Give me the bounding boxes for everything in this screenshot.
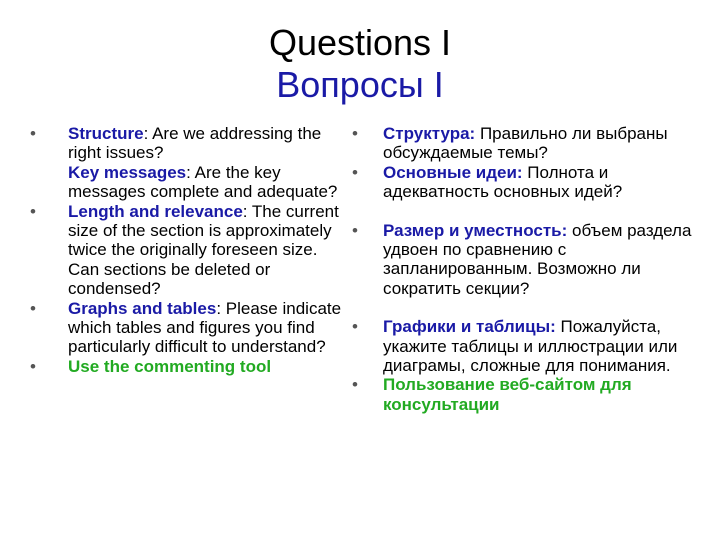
label-length-relevance: Length and relevance xyxy=(68,201,243,221)
text-ru-size-relevance: объем раздела удвоен по сравнению с запланированным. Возможно ли сократить секции? xyxy=(383,220,692,298)
title-russian: Вопросы I xyxy=(276,64,444,105)
bullet-dot-icon: • xyxy=(352,220,358,240)
slide-title xyxy=(0,22,720,106)
text-structure: : Are we addressing the right issues? xyxy=(68,124,322,163)
bullet-dot-icon: • xyxy=(30,124,36,143)
bullet-dot-icon: • xyxy=(352,317,358,337)
text-ru-graphs-tables: Пожалуйста, укажите таблицы и иллюстрации или диаграмы, сложные для понимания. xyxy=(383,317,678,376)
bullet-ru-graphs-tables xyxy=(352,317,712,375)
russian-bullet-list xyxy=(352,124,712,414)
label-commenting-tool: Use the commenting tool xyxy=(68,356,272,376)
bullet-graphs-tables xyxy=(30,299,352,357)
bullet-ru-key-ideas xyxy=(352,163,712,202)
bullet-ru-website xyxy=(352,375,712,414)
label-ru-key-ideas: Основные идеи: xyxy=(383,162,523,182)
bullet-dot-icon: • xyxy=(352,124,358,143)
bullet-dot-icon: • xyxy=(30,201,36,221)
bullet-length-relevance xyxy=(30,202,352,299)
bullet-dot-icon: • xyxy=(30,356,36,376)
left-column-english xyxy=(30,124,352,376)
bullet-commenting-tool xyxy=(30,357,352,376)
label-ru-website: Пользование веб-сайтом для консультации xyxy=(383,375,632,414)
bullet-structure xyxy=(30,124,352,202)
label-key-messages: Key messages xyxy=(68,162,187,182)
bullet-dot-icon: • xyxy=(30,298,36,318)
title-english: Questions I xyxy=(268,22,452,63)
english-bullet-list xyxy=(30,124,352,376)
text-key-messages: : Are the key messages complete and adequate? xyxy=(68,162,338,202)
text-length-relevance: : The current size of the section is approximately twice the originally foreseen size. Can sections be deleted or condensed? xyxy=(68,201,339,299)
text-ru-structure: Правильно ли выбраны обсуждаемые темы? xyxy=(383,124,668,163)
label-structure: Structure xyxy=(68,124,144,143)
label-ru-graphs-tables: Графики и таблицы: xyxy=(383,317,556,337)
bullet-ru-structure xyxy=(352,124,712,163)
label-ru-size-relevance: Размер и уместность: xyxy=(383,220,568,240)
label-ru-structure: Структура: xyxy=(383,124,476,143)
bullet-dot-icon: • xyxy=(352,375,358,395)
text-ru-key-ideas: Полнота и адекватность основных идей? xyxy=(383,162,623,202)
text-graphs-tables: : Please indicate which tables and figures you find particularly difficult to understand? xyxy=(68,298,342,357)
right-column-russian xyxy=(352,124,712,414)
bullet-dot-icon: • xyxy=(352,162,358,182)
bullet-ru-size-relevance xyxy=(352,221,712,299)
label-graphs-tables: Graphs and tables xyxy=(68,298,217,318)
